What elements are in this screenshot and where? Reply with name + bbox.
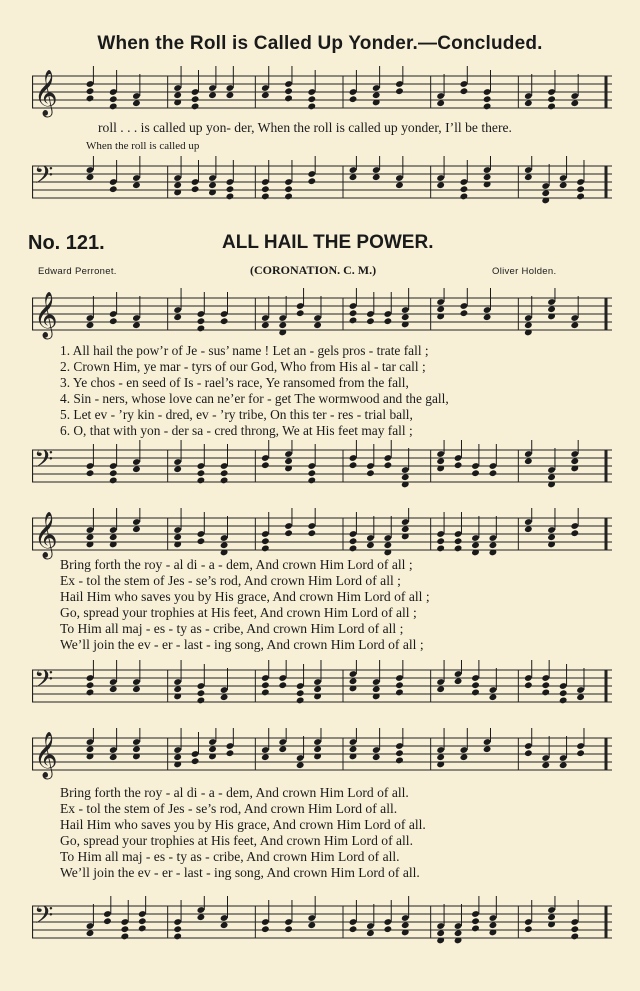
note-head <box>261 689 270 697</box>
bass-cue-text: When the roll is called up <box>86 140 200 152</box>
note-head <box>460 185 469 193</box>
note-head <box>109 317 118 325</box>
note-head <box>471 681 480 689</box>
note-head <box>197 689 206 697</box>
author-credit: Edward Perronet. <box>38 266 117 277</box>
refrain-line: Bring forth the roy - al di - a - dem, And crown Him Lord of all ; <box>60 557 413 572</box>
note-head <box>454 461 463 469</box>
verse-line: 6. O, that with yon - der sa - cred throng, We at His feet may fall ; <box>60 423 413 438</box>
note-head <box>86 95 95 103</box>
note-head <box>191 95 200 103</box>
note-head <box>109 95 118 103</box>
verse-line: 4. Sin - ners, whose love can ne’er for - get The wormwood and the gall, <box>60 391 449 406</box>
note-head <box>483 103 492 111</box>
note-head <box>524 925 533 933</box>
verse-line: 2. Crown Him, ye mar - tyrs of our God, Who from His al - tar call ; <box>60 359 426 374</box>
tune-name: (CORONATION. C. M.) <box>250 263 377 277</box>
note-head <box>226 749 235 757</box>
note-head <box>120 933 129 941</box>
note-head <box>173 925 182 933</box>
note-head <box>383 461 392 469</box>
note-head <box>460 193 469 201</box>
refrain-line: Go, spread your trophies at His feet, And crown Him Lord of all ; <box>60 605 417 620</box>
note-head <box>349 537 358 545</box>
note-head <box>261 545 270 553</box>
note-head <box>284 185 293 193</box>
bass-clef-icon: 𝄢 <box>34 665 54 700</box>
music-staff-bass-prev <box>32 156 612 212</box>
note-head <box>191 185 200 193</box>
refrain-line: We’ll join the ev - er - last - ing song, And crown Him Lord of all. <box>60 865 420 880</box>
note-head <box>86 87 95 95</box>
treble-clef-icon: 𝄞 <box>34 512 58 558</box>
note-head <box>366 317 375 325</box>
refrain-line: We’ll join the ev - er - last - ing song, And crown Him Lord of all ; <box>60 637 424 652</box>
note-head <box>436 545 445 553</box>
note-head <box>296 309 305 317</box>
note-head <box>349 545 358 553</box>
note-head <box>349 309 358 317</box>
note-head <box>395 681 404 689</box>
note-head <box>366 469 375 477</box>
note-head <box>138 925 147 933</box>
note-head <box>86 681 95 689</box>
note-head <box>576 185 585 193</box>
note-head <box>307 529 316 537</box>
note-head <box>226 193 235 201</box>
note-head <box>547 103 556 111</box>
note-head <box>109 469 118 477</box>
note-head <box>559 697 568 705</box>
refrain-line: Ex - tol the stem of Jes - se’s rod, And crown Him Lord of all. <box>60 801 398 816</box>
note-head <box>471 689 480 697</box>
note-head <box>109 185 118 193</box>
note-head <box>278 681 287 689</box>
verse-line: 3. Ye chos - en seed of Is - rael’s race, Ye ransomed from the fall, <box>60 375 409 390</box>
note-head <box>296 697 305 705</box>
note-head <box>220 317 229 325</box>
refrain-line: Bring forth the roy - al di - a - dem, And crown Him Lord of all. <box>60 785 409 800</box>
refrain-line: Ex - tol the stem of Jes - se’s rod, And crown Him Lord of all ; <box>60 573 401 588</box>
note-head <box>383 317 392 325</box>
hymn-title: ALL HAIL THE POWER. <box>222 232 434 253</box>
music-staff-treble-prev <box>32 66 612 122</box>
note-head <box>460 309 469 317</box>
note-head <box>570 529 579 537</box>
music-staff-treble-3 <box>32 728 612 784</box>
note-head <box>454 537 463 545</box>
note-head <box>541 689 550 697</box>
note-head <box>261 925 270 933</box>
note-head <box>197 317 206 325</box>
note-head <box>173 933 182 941</box>
music-staff-bass-2 <box>32 660 612 716</box>
note-head <box>197 325 206 333</box>
treble-clef-icon: 𝄞 <box>34 732 58 778</box>
note-head <box>296 689 305 697</box>
note-head <box>138 917 147 925</box>
note-head <box>197 477 206 485</box>
note-head <box>284 95 293 103</box>
note-head <box>109 103 118 111</box>
note-head <box>471 917 480 925</box>
music-staff-bass-3 <box>32 896 612 952</box>
note-head <box>576 193 585 201</box>
note-head <box>489 469 498 477</box>
note-head <box>109 477 118 485</box>
note-head <box>570 925 579 933</box>
note-head <box>460 87 469 95</box>
note-head <box>103 917 112 925</box>
verse-line: 5. Let ev - ’ry kin - dred, ev - ’ry tribe, On this ter - res - trial ball, <box>60 407 413 422</box>
bass-clef-icon: 𝄢 <box>34 901 54 936</box>
note-head <box>524 681 533 689</box>
refrain-line: To Him all maj - es - ty as - cribe, And crown Him Lord of all ; <box>60 621 404 636</box>
music-staff-treble-1 <box>32 288 612 344</box>
note-head <box>284 529 293 537</box>
note-head <box>559 689 568 697</box>
refrain-line: Hail Him who saves you by His grace, And crown Him Lord of all ; <box>60 589 430 604</box>
note-head <box>570 933 579 941</box>
note-head <box>197 697 206 705</box>
lyric-line-prev: roll . . . is called up yon- der, When the roll is called up yonder, I’ll be there. <box>98 120 512 135</box>
note-head <box>197 537 206 545</box>
note-head <box>383 925 392 933</box>
refrain-line: Go, spread your trophies at His feet, And crown Him Lord of all. <box>60 833 413 848</box>
music-staff-treble-2 <box>32 508 612 564</box>
note-head <box>471 925 480 933</box>
verse-line: 1. All hail the pow’r of Je - sus’ name ! Let an - gels pros - trate fall ; <box>60 343 429 358</box>
note-head <box>349 461 358 469</box>
note-head <box>454 545 463 553</box>
note-head <box>307 477 316 485</box>
note-head <box>284 925 293 933</box>
note-head <box>191 103 200 111</box>
note-head <box>307 95 316 103</box>
note-head <box>261 461 270 469</box>
note-head <box>395 757 404 765</box>
note-head <box>349 317 358 325</box>
note-head <box>86 689 95 697</box>
note-head <box>226 185 235 193</box>
note-head <box>395 749 404 757</box>
note-head <box>307 177 316 185</box>
note-head <box>197 469 206 477</box>
note-head <box>284 193 293 201</box>
note-head <box>261 681 270 689</box>
treble-clef-icon: 𝄞 <box>34 70 58 116</box>
note-head <box>86 469 95 477</box>
page-title: When the Roll is Called Up Yonder.—Concluded. <box>97 33 543 54</box>
bass-clef-icon: 𝄢 <box>34 161 54 196</box>
note-head <box>471 469 480 477</box>
note-head <box>349 95 358 103</box>
note-head <box>261 193 270 201</box>
note-head <box>395 87 404 95</box>
note-head <box>395 689 404 697</box>
note-head <box>483 95 492 103</box>
note-head <box>547 95 556 103</box>
bass-clef-icon: 𝄢 <box>34 445 54 480</box>
note-head <box>191 757 200 765</box>
note-head <box>261 185 270 193</box>
refrain-line: To Him all maj - es - ty as - cribe, And crown Him Lord of all. <box>60 849 400 864</box>
note-head <box>524 749 533 757</box>
music-staff-bass-1 <box>32 440 612 496</box>
composer-credit: Oliver Holden. <box>492 266 557 277</box>
note-head <box>284 87 293 95</box>
note-head <box>307 469 316 477</box>
note-head <box>220 477 229 485</box>
note-head <box>220 469 229 477</box>
note-head <box>349 925 358 933</box>
note-head <box>541 681 550 689</box>
note-head <box>120 925 129 933</box>
note-head <box>576 749 585 757</box>
treble-clef-icon: 𝄞 <box>34 292 58 338</box>
note-head <box>307 103 316 111</box>
refrain-line: Hail Him who saves you by His grace, And crown Him Lord of all. <box>60 817 426 832</box>
hymn-number: No. 121. <box>28 232 105 254</box>
note-head <box>436 537 445 545</box>
note-head <box>261 537 270 545</box>
